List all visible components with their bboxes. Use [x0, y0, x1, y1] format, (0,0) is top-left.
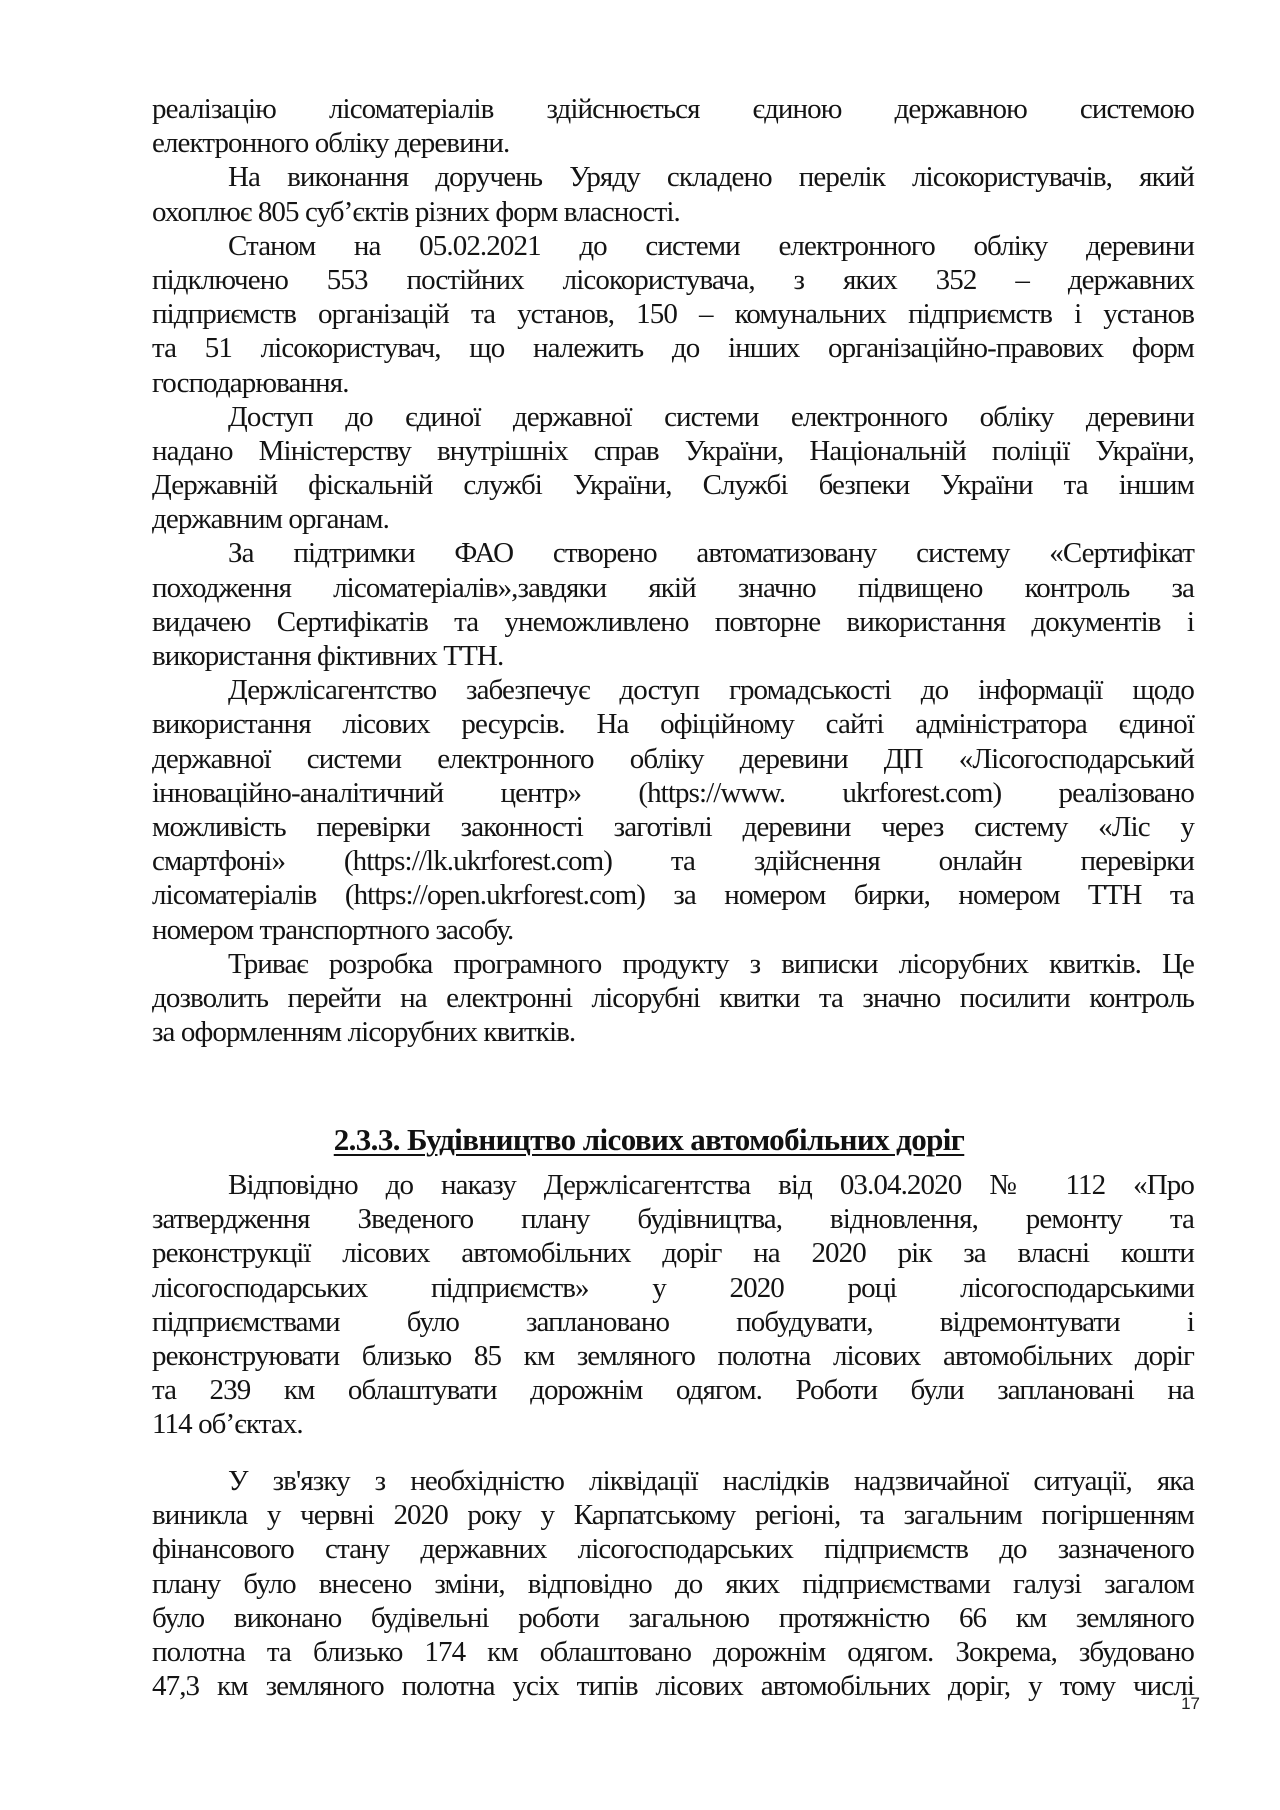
- text-line: Відповідно до наказу Держлісагентства від 03.04.2020 № 112 «Про: [228, 1169, 1194, 1201]
- text-line: 47,3 км земляного полотна усіх типів лісових автомобільних доріг, у тому числі: [152, 1670, 1194, 1703]
- paragraph: [152, 229, 1194, 400]
- text-line: Триває розробка програмного продукту з виписки лісорубних квитків. Це: [228, 947, 1194, 980]
- text-line: охоплює 805 суб’єктів різних форм власності.: [152, 195, 680, 228]
- text-line: реконструювати близько 85 км земляного полотна лісових автомобільних доріг: [152, 1339, 1194, 1372]
- paragraph: [152, 92, 1194, 160]
- text-line: підключено 553 постійних лісокористувача, з яких 352 – державних: [152, 263, 1194, 296]
- text-line: На виконання доручень Уряду складено перелік лісокористувачів, який: [228, 161, 1194, 194]
- text-line: підприємств організацій та установ, 150 – комунальних підприємств і установ: [152, 298, 1194, 331]
- text-line: реконструкції лісових автомобільних доріг на 2020 рік за власні кошти: [152, 1237, 1194, 1270]
- text-line: смартфоні» (https://lk.ukrforest.com) та здійснення онлайн перевірки: [152, 845, 1194, 878]
- text-line: дозволить перейти на електронні лісорубні квитки та значно посилити контроль: [152, 981, 1194, 1014]
- text-line: виникла у червні 2020 року у Карпатському регіоні, та загальним погіршенням: [152, 1499, 1194, 1532]
- text-line: підприємствами було заплановано побудувати, відремонтувати і: [152, 1305, 1194, 1338]
- text-line: господарювання.: [152, 366, 349, 399]
- text-line: можливість перевірки законності заготівлі деревини через систему «Ліс у: [152, 810, 1194, 843]
- body-text-section-2: [152, 1168, 1194, 1442]
- paragraph: [152, 536, 1194, 673]
- text-line: інноваційно-аналітичний центр» (https://www. ukrforest.com) реалізовано: [152, 776, 1194, 809]
- paragraph: [152, 1464, 1194, 1703]
- text-line: Станом на 05.02.2021 до системи електронного обліку деревини: [228, 229, 1194, 262]
- body-text-section-2b: [152, 1464, 1194, 1703]
- text-line: було виконано будівельні роботи загальною протяжністю 66 км земляного: [152, 1601, 1194, 1634]
- text-line: реалізацію лісоматеріалів здійснюється єдиною державною системою: [152, 93, 1194, 125]
- text-line: У зв'язку з необхідністю ліквідації наслідків надзвичайної ситуації, яка: [228, 1465, 1194, 1497]
- page-number: 17: [1181, 1694, 1200, 1713]
- text-line: затвердження Зведеного плану будівництва, відновлення, ремонту та: [152, 1203, 1194, 1236]
- text-line: електронного обліку деревини.: [152, 127, 510, 160]
- text-line: державної системи електронного обліку деревини ДП «Лісогосподарський: [152, 742, 1194, 775]
- text-line: номером транспортного засобу.: [152, 913, 514, 946]
- text-line: та 239 км облаштувати дорожнім одягом. Роботи були заплановані на: [152, 1374, 1194, 1407]
- paragraph: [152, 160, 1194, 228]
- body-text-section-1: [152, 92, 1194, 1049]
- text-line: 114 об’єктах.: [152, 1408, 303, 1441]
- text-line: За підтримки ФАО створено автоматизовану систему «Сертифікат: [228, 537, 1194, 570]
- paragraph: [152, 673, 1194, 947]
- text-line: лісоматеріалів (https://open.ukrforest.com) за номером бирки, номером ТТН та: [152, 879, 1194, 912]
- text-line: Державній фіскальній службі України, Службі безпеки України та іншим: [152, 469, 1194, 502]
- section-heading: [0, 1120, 1280, 1160]
- text-line: лісогосподарських підприємств» у 2020 році лісогосподарськими: [152, 1271, 1194, 1304]
- text-line: за оформленням лісорубних квитків.: [152, 1016, 576, 1049]
- text-line: походження лісоматеріалів»,завдяки якій значно підвищено контроль за: [152, 571, 1194, 604]
- text-line: плану було внесено зміни, відповідно до яких підприємствами галузі загалом: [152, 1567, 1194, 1600]
- text-line: Держлісагентство забезпечує доступ громадськості до інформації щодо: [228, 674, 1194, 707]
- text-line: полотна та близько 174 км облаштовано дорожнім одягом. Зокрема, збудовано: [152, 1635, 1194, 1668]
- section-heading-text: 2.3.3. Будівництво лісових автомобільних доріг: [333, 1122, 965, 1157]
- text-line: використання фіктивних ТТН.: [152, 640, 504, 672]
- text-line: видачею Сертифікатів та унеможливлено повторне використання документів і: [152, 605, 1194, 638]
- text-line: надано Міністерству внутрішніх справ України, Національній поліції України,: [152, 434, 1194, 467]
- text-line: Доступ до єдиної державної системи електронного обліку деревини: [228, 400, 1194, 433]
- text-line: використання лісових ресурсів. На офіційному сайті адміністратора єдиної: [152, 708, 1194, 741]
- paragraph: [152, 1168, 1194, 1442]
- paragraph: [152, 947, 1194, 1050]
- text-line: фінансового стану державних лісогосподарських підприємств до зазначеного: [152, 1533, 1194, 1566]
- paragraph: [152, 400, 1194, 537]
- text-line: та 51 лісокористувач, що належить до інших організаційно-правових форм: [152, 332, 1194, 365]
- text-line: державним органам.: [152, 503, 389, 536]
